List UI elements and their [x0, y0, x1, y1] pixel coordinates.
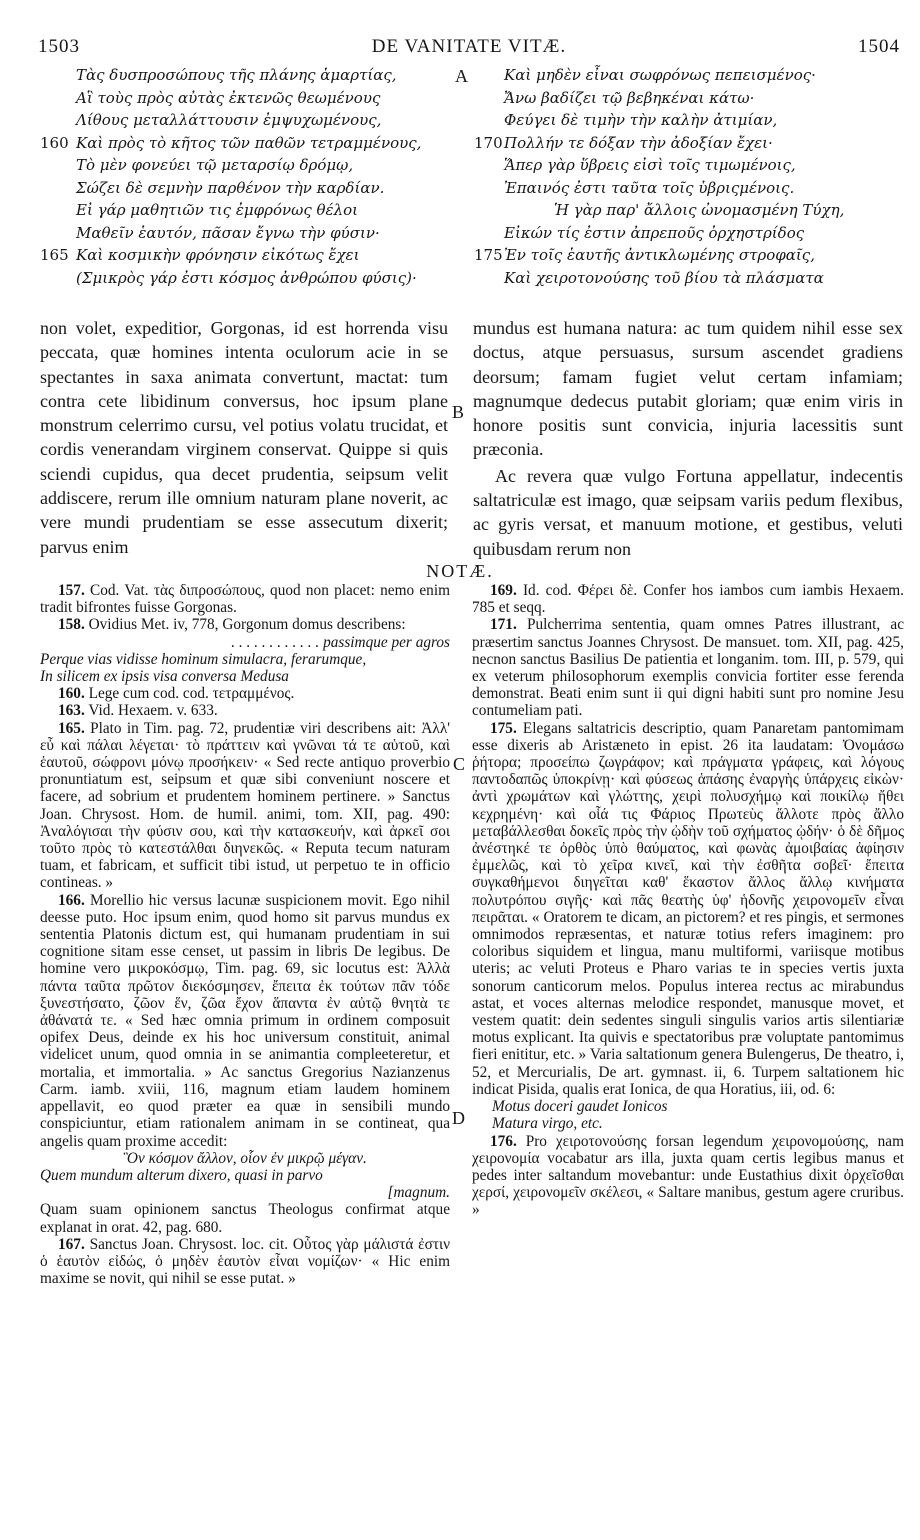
note-quotation: [magnum.: [387, 1184, 450, 1202]
verse-text: Φεύγει δὲ τιμὴν τὴν καλὴν ἀτιμίαν,: [504, 111, 778, 129]
page-number-left: 1503: [38, 36, 80, 57]
notes-column-left: [40, 582, 450, 1287]
verse-text: (Σμικρὸς γάρ ἐστι κόσμος ἀνθρώπου φύσις)·: [76, 268, 417, 287]
footnote-text: Cod. Vat. τὰς διπροσώπους, quod non placet: nemo enim tradit bifrontes fuisse Gorgonas.: [40, 582, 450, 617]
footnote-number: 158.: [58, 616, 85, 634]
verse-text: Εἰκών τίς ἐστιν ἀπρεποῦς ὀρχηστρίδος: [504, 223, 805, 242]
note-quotation: Ὃν κόσμον ἄλλον, οἷον ἐν μικρῷ μέγαν.: [123, 1149, 367, 1167]
verse-text: Αἳ τοὺς πρὸς αὐτὰς ἐκτενῶς θεωμένους: [76, 88, 381, 107]
verse-text: Ἄνω βαδίζει τῷ βεβηκέναι κάτω·: [504, 88, 755, 107]
footnote: [40, 616, 450, 633]
latin-translation-right-p1: mundus est humana natura: ac tum quidem nihil esse sex doctus, atque persuasus, sursum ascendet gradiens deorsum; famam fugiet velut certam infamiam; magnumque dedecus putabit gloriam; quæ enim viris in honore positis sunt convicia, injuria lacessitis sunt præconia.: [473, 318, 903, 460]
footnote-text: Id. cod. Φέρει δὲ. Confer hos iambos cum iambis Hexaem. 785 et seqq.: [472, 582, 904, 617]
verse-line: [40, 177, 445, 200]
footnote-number: 171.: [490, 616, 517, 634]
verse-text: Καὶ μηδὲν εἶναι σωφρόνως πεπεισμένος·: [504, 66, 816, 84]
footnote: [40, 685, 450, 702]
prose-column-left: [40, 316, 448, 559]
verse-text: Σώζει δὲ σεμνὴν παρθένον τὴν καρδίαν.: [76, 178, 385, 197]
section-marker-d: D: [452, 1108, 465, 1128]
notes-heading: NOTÆ.: [426, 561, 494, 581]
footnote-text: Pro χειροτονούσης forsan legendum χειρονομούσης, nam χειρονομία vocabatur ars illa, juxta quam certis legibus manus et pedes inter saltandum movebantur: unde Eustathius dixit ὀρχεῖσθαι χερσί, χειρονομεῖν σκέλεσι, « Saltare manibus, gestum agere cruribus. »: [472, 1132, 904, 1219]
verse-line: [40, 154, 445, 177]
footnote: [472, 1133, 904, 1219]
verse-line: [40, 267, 445, 290]
verse-text: Τὸ μὲν φονεύει τῷ μεταρσίῳ δρόμῳ,: [76, 156, 354, 174]
footnote-text: Elegans saltatricis descriptio, quam Panaretam pantomimam esse dixeris ab Aristæneto in epist. 26 ita laudatam: Ὀνομάσω ῥήτορα; προσείπω ζωγράφον; καὶ πράγματα γράφεις, καὶ λόγους παντοδαπῶς ὑποκρίνῃ· καὶ φύσεως ἁπάσης ἐναργὴς ὑπάρχεις εἰκὼν· ἀντὶ χρωμάτων καὶ γλώττης, χειρὶ πολυσχήμῳ καὶ ποικίλῳ ἤθει κεχρημένη· καὶ οἷά τις Φάριος Πρωτεὺς ἄλλοτε πρὸς ἄλλο μεταβάλλεσθαι δοκεῖς πρὸς τὴν ᾠδὴν τοῦ σχήματος ᾠδήν· ὁ δὲ δῆμος ἀνέστηκέ τε ὀρθὸς ὑπὸ θαύματος, καὶ φωνὰς ἀμοιβαίας ἀφίησιν ἐμμελῶς, καὶ τὸ χεῖρα κινεῖ, καὶ τὴν ἐσθῆτα σοβεῖ· ἔπειτα συγκαθήμενοι διηγεῖται καθ' ἕκαστον ἄλλος ἄλλῳ κινήματα πολυτρόπου σιγῆς· καὶ πᾶς θεατὴς ὑφ' ἡδονῆς χειρονομεῖν εἶναι πειρᾶται. « Oratorem te dicam, an pictorem? et res pingis, et sermones omnimodos repræsentas, et naturæ totius refers imaginem: pro coloribus siquidem et lingua, manu multiformi, variisque motibus uteris; ac veluti Proteus e Pharo varias te in species vertis juxta sonorum canticorum melos. Populus interea rectus ac mirabundus astat, et voces alternas melodice respondet, manusque movet, et vestem quatit: dein sedentes singuli singulis varios artis silentiariæ motus explicant. Ita quivis e spectatoribus præ voluptate pantomimus fieri enititur, etc. » Varia saltationum genera Bulengerus, De theatro, i, 52, et Mercurialis, De art. gymnast. ii, 6. Turpem saltationem hic indicat Pisida, qualis erat Ionica, de qua Horatius, iii, od. 6:: [472, 719, 904, 1098]
verse-text: Ἐπαινός ἐστι ταῦτα τοῖς ὑβριςμένοις.: [504, 178, 795, 197]
section-marker-c: C: [453, 754, 466, 774]
note-quotation: Perque vias vidisse hominum simulacra, ferarumque,: [40, 650, 367, 668]
verse-text: Πολλήν τε δόξαν τὴν ἀδοξίαν ἔχει·: [504, 133, 773, 152]
footnote: [472, 582, 904, 616]
verse-text: Ἅπερ γὰρ ὕβρεις εἰσὶ τοῖς τιμωμένοις,: [504, 156, 796, 174]
verse-line: [474, 244, 904, 267]
footnote: [40, 702, 450, 719]
footnote-number: 175.: [490, 719, 517, 737]
latin-translation-left: non volet, expeditior, Gorgonas, id est horrenda visu peccata, quæ homines intenta oculorum acie in se spectantes in saxa animata convertunt, mactat: tum contra cete libidinum conversus, hoc ipsum plane monstrum celerrimo cursu, vel potius volatu trucidat, et cordis venerandam virginem conservat. Quippe si quis sciendi cupidus, qua decet prudentia, seipsum velit addiscere, rerum ille omnium naturam plane noverit, ac vere mundi prudentiam se esse assecutum dixerit; parvus enim: [40, 318, 448, 557]
footnote: [40, 582, 450, 616]
note-continuation: Quam suam opinionem sanctus Theologus confirmat atque explanat in orat. 42, pag. 680.: [40, 1201, 450, 1236]
verse-line: [40, 64, 445, 87]
verse-line: [474, 177, 904, 200]
verse-line: [40, 199, 445, 222]
footnote: [40, 892, 450, 1150]
verse-text: Καὶ κοσμικὴν φρόνησιν εἰκότως ἔχει: [76, 246, 360, 264]
section-marker-a: A: [455, 66, 468, 86]
footnote-text: Sanctus Joan. Chrysost. loc. cit. Οὗτος γὰρ μάλιστά ἐστιν ὁ ἑαυτὸν εἰδώς, ὁ μηδὲν ἑαυτὸν εἶναι νομίζων· « Hic enim maxime se novit, qui nihil se esse putat. »: [40, 1235, 450, 1288]
notes-column-right: [472, 582, 904, 1219]
verse-text: Καὶ χειροτονούσης τοῦ βίου τὰ πλάσματα: [504, 268, 824, 287]
running-head: [38, 36, 900, 60]
footnote: [472, 616, 904, 719]
verse-column-right: [474, 64, 904, 289]
verse-text: Τὰς δυσπροσώπους τῆς πλάνης ἁμαρτίας,: [76, 66, 397, 84]
footnote-number: 163.: [58, 702, 85, 720]
verse-line: [474, 267, 904, 290]
verse-number: 160: [40, 133, 69, 152]
footnote-text: Vid. Hexaem. v. 633.: [88, 702, 218, 720]
verse-line: [474, 64, 904, 87]
verse-line: [474, 132, 904, 155]
footnote-number: 160.: [58, 685, 85, 703]
verse-line: [474, 154, 904, 177]
latin-translation-right-p2: Ac revera quæ vulgo Fortuna appellatur, indecentis saltatriculæ est imago, quæ seipsam variis pedum flexibus, ac gyris versat, et manuum motione, et gestibus, veluti quibusdam rerum non: [473, 465, 903, 559]
footnote-number: 169.: [490, 582, 517, 599]
verse-column-left: [40, 64, 445, 289]
verse-line: [40, 87, 445, 110]
note-quotation: . . . . . . . . . . . . passimque per agros: [231, 633, 450, 651]
note-quotation: In silicem ex ipsis visa conversa Medusa: [40, 668, 289, 686]
footnote: [472, 720, 904, 1098]
verse-number: 170: [474, 133, 503, 152]
verse-text: Εἰ γάρ μαθητιῶν τις ἐμφρόνως θέλοι: [76, 201, 358, 219]
page-number-right: 1504: [858, 36, 900, 57]
verse-line: [474, 109, 904, 132]
section-marker-b: B: [452, 402, 465, 422]
verse-number: 175: [474, 246, 503, 264]
verse-text: Ἐν τοῖς ἑαυτῆς ἀντικλωμένης στροφαῖς,: [504, 246, 815, 264]
footnote: [40, 1236, 450, 1288]
footnote-number: 166.: [58, 891, 85, 909]
verse-text: Λίθους μεταλλάττουσιν ἐμψυχωμένους,: [76, 111, 382, 129]
footnote-number: 157.: [58, 582, 85, 599]
footnote-text: Lege cum cod. cod. τετραμμένος.: [88, 685, 295, 703]
footnote-text: Plato in Tim. pag. 72, prudentiæ viri describens ait: Ἀλλ' εὖ καὶ πάλαι λέγεται· τὸ πράττειν καὶ γνῶναι τά τε αὑτοῦ, καὶ ἑαυτοῦ, σώφρονι μόνῳ προσήκειν· « Sed recte antiquo proverbio pronuntiatum est, seipsum et quæ sibi conveniunt noscere et facere, ad sobrium et prudentem hominem pertinere. » Sanctus Joan. Chrysost. Hom. de humil. animi, tom. XII, pag. 490: Ἀναλόγισαι τὴν φύσιν σου, καὶ τὴν κατασκευήν, καὶ ἀρκεῖ σοι τοῦτο πρὸς τὸ κατεστάλθαι διηνεκῶς. « Reputa tecum naturam tuam, et fabricam, et sufficit tibi istud, ut perpetuo te in officio contineas. »: [40, 719, 450, 892]
note-quotation: Matura virgo, etc.: [492, 1115, 603, 1133]
footnote-number: 167.: [58, 1235, 85, 1253]
verse-number: 165: [40, 246, 69, 264]
verse-line: [474, 199, 904, 222]
verse-text: Ἡ γὰρ παρ' ἄλλοις ὠνομασμένη Τύχη,: [554, 201, 845, 219]
footnote-text: Morellio hic versus lacunæ suspicionem movit. Ego nihil deesse puto. Hoc ipsum enim, quod homo sit parvus mundus ex sententia Platonis dictum est, qui humanam prudentiam in sui cognitione sitam esse censet, ut passim in libris De legibus. De homine vero μικροκόσμῳ, Tim. pag. 69, sic locutus est: Ἀλλὰ πάντα ταῦτα πρῶτον διεκόσμησεν, ἔπειτα ἐκ τούτων πᾶν τόδε ξυνεστήσατο, ζῶον ἕν, ζῶα ἔχον ἅπαντα ἐν αὐτῷ θνητὰ τε ἀθάνατά τε. « Sed hæc omnia primum in ordinem composuit opifex Deus, deinde ex his hoc universum constituit, animal videlicet unum, quod omnia in se animantia compleeteretur, et mortalia, et immortalia. » Ac sanctus Gregorius Nazianzenus Carm. iamb. xviii, 116, magnum etiam laudem hominem appellavit, eo quod præter ea quæ in sensibili mundo conspiciuntur, etiam rationalem animam in se contineat, qua angelis quam proxime accedit:: [40, 891, 450, 1150]
verse-line: [474, 87, 904, 110]
footnote-number: 176.: [490, 1132, 517, 1150]
verse-line: [40, 109, 445, 132]
verse-line: [474, 222, 904, 245]
footnote-text: Pulcherrima sententia, quam omnes Patres illustrant, ac præsertim sanctus Joannes Chrysost. De mansuet. tom. XII, pag. 425, necnon sanctus Basilius De patientia et longanim. tom. III, p. 579, qui ex veterum philosophorum exemplis convicia fortiter esse ferenda demonstrat. Beati enim sunt ii qui digni habiti sunt pro nomine Jesu contumeliam pati.: [472, 616, 904, 720]
verse-text: Καὶ πρὸς τὸ κῆτος τῶν παθῶν τετραμμένους,: [76, 133, 422, 152]
verse-line: [40, 222, 445, 245]
note-quotation: Quem mundum alterum dixero, quasi in parvo: [40, 1166, 323, 1184]
footnote-text: Ovidius Met. iv, 778, Gorgonum domus describens:: [88, 616, 406, 634]
verse-line: [40, 244, 445, 267]
verse-line: [40, 132, 445, 155]
footnote: [40, 720, 450, 892]
footnote-number: 165.: [58, 719, 85, 737]
prose-column-right: [473, 316, 903, 561]
note-quotation: Motus doceri gaudet Ionicos: [492, 1098, 668, 1116]
running-title: DE VANITATE VITÆ.: [371, 36, 567, 57]
verse-text: Μαθεῖν ἑαυτόν, πᾶσαν ἔγνω τὴν φύσιν·: [76, 223, 380, 242]
